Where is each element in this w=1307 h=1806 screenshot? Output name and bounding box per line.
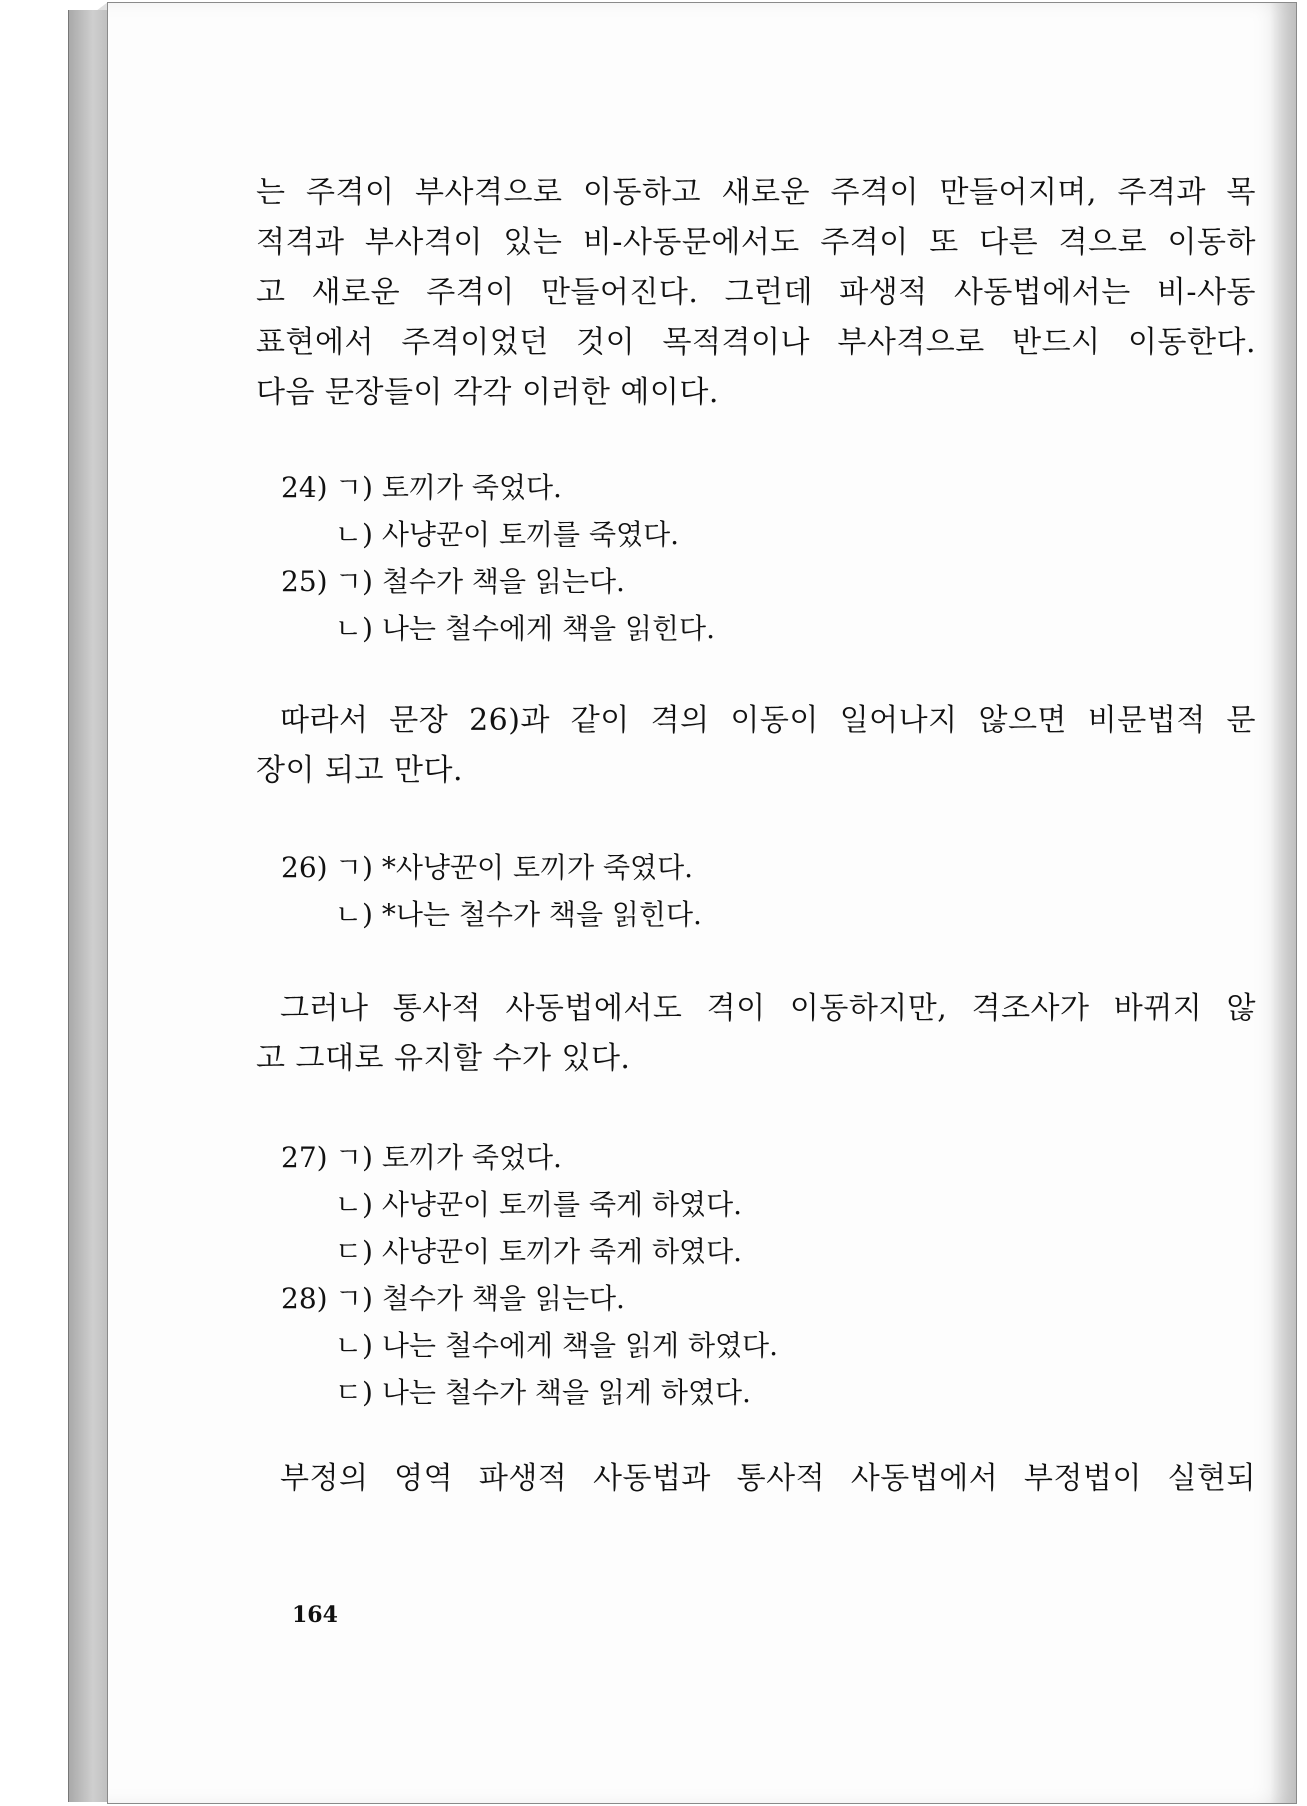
example-27c: ㄷ) 사냥꾼이 토끼가 죽게 하였다. [335,1235,743,1268]
example-number: 28) [281,1282,328,1315]
paragraph-line: 부정의 영역 파생적 사동법과 통사적 사동법에서 부정법이 실현되 [280,1461,1256,1496]
paragraph-line: 장이 되고 만다. [256,753,463,788]
paragraph-2 [256,696,1256,796]
paragraph-line: 표현에서 주격이었던 것이 목적격이나 부사격으로 반드시 이동한다. [256,325,1256,360]
example-28b: ㄴ) 나는 철수에게 책을 읽게 하였다. [335,1329,778,1362]
example-25a [281,558,1256,605]
example-28a [281,1275,1256,1322]
paragraph-line: 고 새로운 주격이 만들어진다. 그런데 파생적 사동법에서는 비-사동 [256,275,1256,310]
book-spine [68,10,109,1802]
example-24a [281,464,1256,511]
page-number: 164 [292,1602,338,1628]
example-27a [281,1134,1256,1181]
paragraph-line: 는 주격이 부사격으로 이동하고 새로운 주격이 만들어지며, 주격과 목 [256,175,1256,210]
example-24b: ㄴ) 사냥꾼이 토끼를 죽였다. [335,518,680,551]
page-edge-shadow [1270,3,1296,1803]
example-text: ㄱ) 토끼가 죽었다. [335,1141,562,1174]
paragraph-line: 다음 문장들이 각각 이러한 예이다. [256,375,719,410]
example-number: 27) [281,1141,328,1174]
example-block-26 [281,844,1256,938]
example-28c: ㄷ) 나는 철수가 책을 읽게 하였다. [335,1376,751,1409]
example-block-27-28 [281,1134,1256,1416]
paragraph-line: 적격과 부사격이 있는 비-사동문에서도 주격이 또 다른 격으로 이동하 [256,225,1256,260]
paragraph-line: 고 그대로 유지할 수가 있다. [256,1041,631,1076]
example-26a [281,844,1256,891]
page-content [256,168,1256,1504]
example-text: ㄱ) *사냥꾼이 토끼가 죽였다. [335,851,694,884]
example-26b: ㄴ) *나는 철수가 책을 읽힌다. [335,898,702,931]
example-block-24-25 [281,464,1256,652]
example-text: ㄱ) 토끼가 죽었다. [335,471,562,504]
example-25b: ㄴ) 나는 철수에게 책을 읽힌다. [335,612,716,645]
paragraph-3 [256,984,1256,1084]
paragraph-1 [256,168,1256,418]
example-text: ㄱ) 철수가 책을 읽는다. [335,1282,625,1315]
example-text: ㄱ) 철수가 책을 읽는다. [335,565,625,598]
example-number: 25) [281,565,328,598]
example-number: 26) [281,851,328,884]
paragraph-line: 그러나 통사적 사동법에서도 격이 이동하지만, 격조사가 바뀌지 않 [280,991,1256,1026]
paragraph-4 [256,1454,1256,1504]
example-27b: ㄴ) 사냥꾼이 토끼를 죽게 하였다. [335,1188,743,1221]
paragraph-line: 따라서 문장 26)과 같이 격의 이동이 일어나지 않으면 비문법적 문 [280,703,1256,738]
example-number: 24) [281,471,328,504]
